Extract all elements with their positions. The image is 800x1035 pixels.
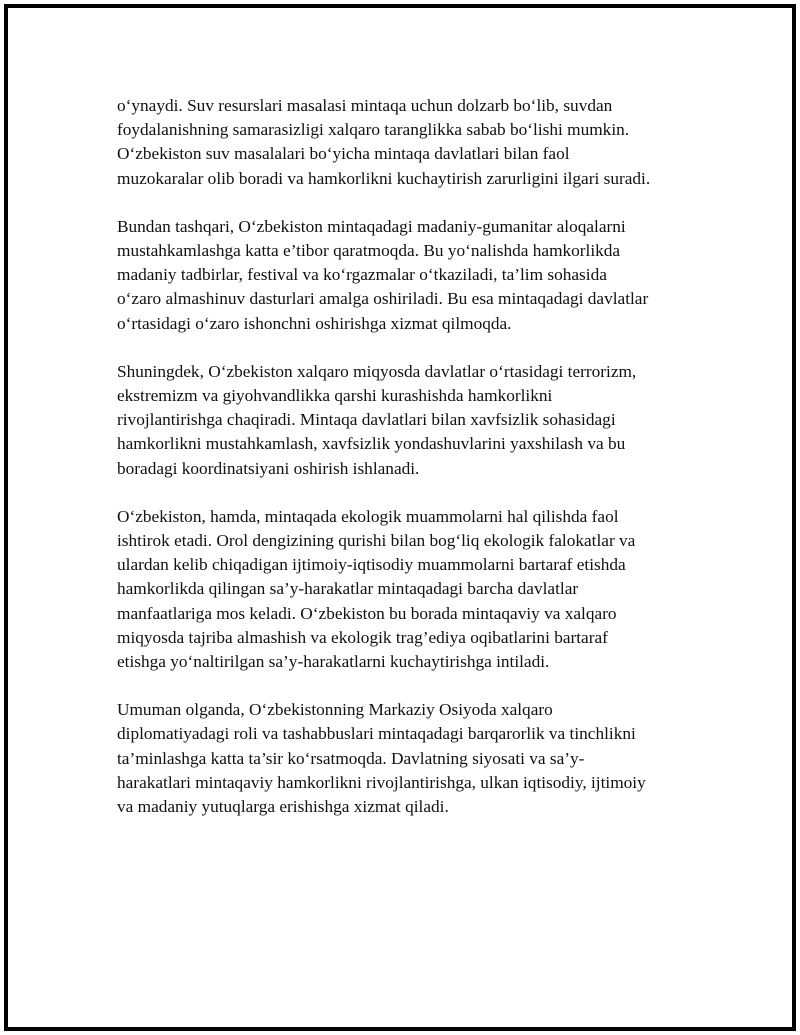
paragraph-water-resources: o‘ynaydi. Suv resurslari masalasi mintaqa uchun dolzarb bo‘lib, suvdan foydalanishning samarasizligi xalqaro taranglikka sabab bo‘lishi mumkin. O‘zbekiston suv masalalari bo‘yicha mintaqa davlatlari bilan faol muzokaralar olib boradi va hamkorlikni kuchaytirish zarurligini ilgari suradi. (117, 96, 651, 188)
document-body (117, 94, 697, 843)
paragraph-conclusion: Umuman olganda, O‘zbekistonning Markaziy Osiyoda xalqaro diplomatiyadagi roli va tashabbuslari mintaqadagi barqarorlik va tinchlikni ta’minlashga katta ta’sir ko‘rsatmoqda. Davlatning siyosati va sa’y- harakatlari mintaqaviy hamkorlikni rivojlantirishga, ulkan iqtisodiy, ijtimoiy va madaniy yutuqlarga erishishga xizmat qiladi. (117, 700, 646, 817)
paragraph-cultural-ties: Bundan tashqari, O‘zbekiston mintaqadagi madaniy-gumanitar aloqalarni mustahkamlashga katta e’tibor qaratmoqda. Bu yo‘nalishda hamkorlikda madaniy tadbirlar, festival va ko‘rgazmalar o‘tkaziladi, ta’lim sohasida o‘zaro almashinuv dasturlari amalga oshiriladi. Bu esa mintaqadagi davlatlar o‘rtasidagi o‘zaro ishonchni oshirishga xizmat qilmoqda. (117, 216, 649, 333)
paragraph-security-cooperation: Shuningdek, O‘zbekiston xalqaro miqyosda davlatlar o‘rtasidagi terrorizm, ekstremizm va giyohvandlikka qarshi kurashishda hamkorlikni rivojlantirishga chaqiradi. Mintaqa davlatlari bilan xavfsizlik sohasidagi hamkorlikni mustahkamlash, xavfsizlik yondashuvlarini yaxshilash va bu boradagi koordinatsiyani oshirish ishlanadi. (117, 361, 637, 478)
paragraph-ecology: O‘zbekiston, hamda, mintaqada ekologik muammolarni hal qilishda faol ishtirok etadi. Orol dengizining qurishi bilan bog‘liq ekologik falokatlar va ulardan kelib chiqadigan ijtimoiy-iqtisodiy muammolarni bartaraf etishda hamkorlikda qilingan sa’y-harakatlar mintaqadagi barcha davlatlar manfaatlariga mos keladi. O‘zbekiston bu borada mintaqaviy va xalqaro miqyosda tajriba almashish va ekologik trag’ediya oqibatlarini bartaraf etishga yo‘naltirilgan sa’y-harakatlarni kuchaytirishga intiladi. (117, 506, 636, 672)
